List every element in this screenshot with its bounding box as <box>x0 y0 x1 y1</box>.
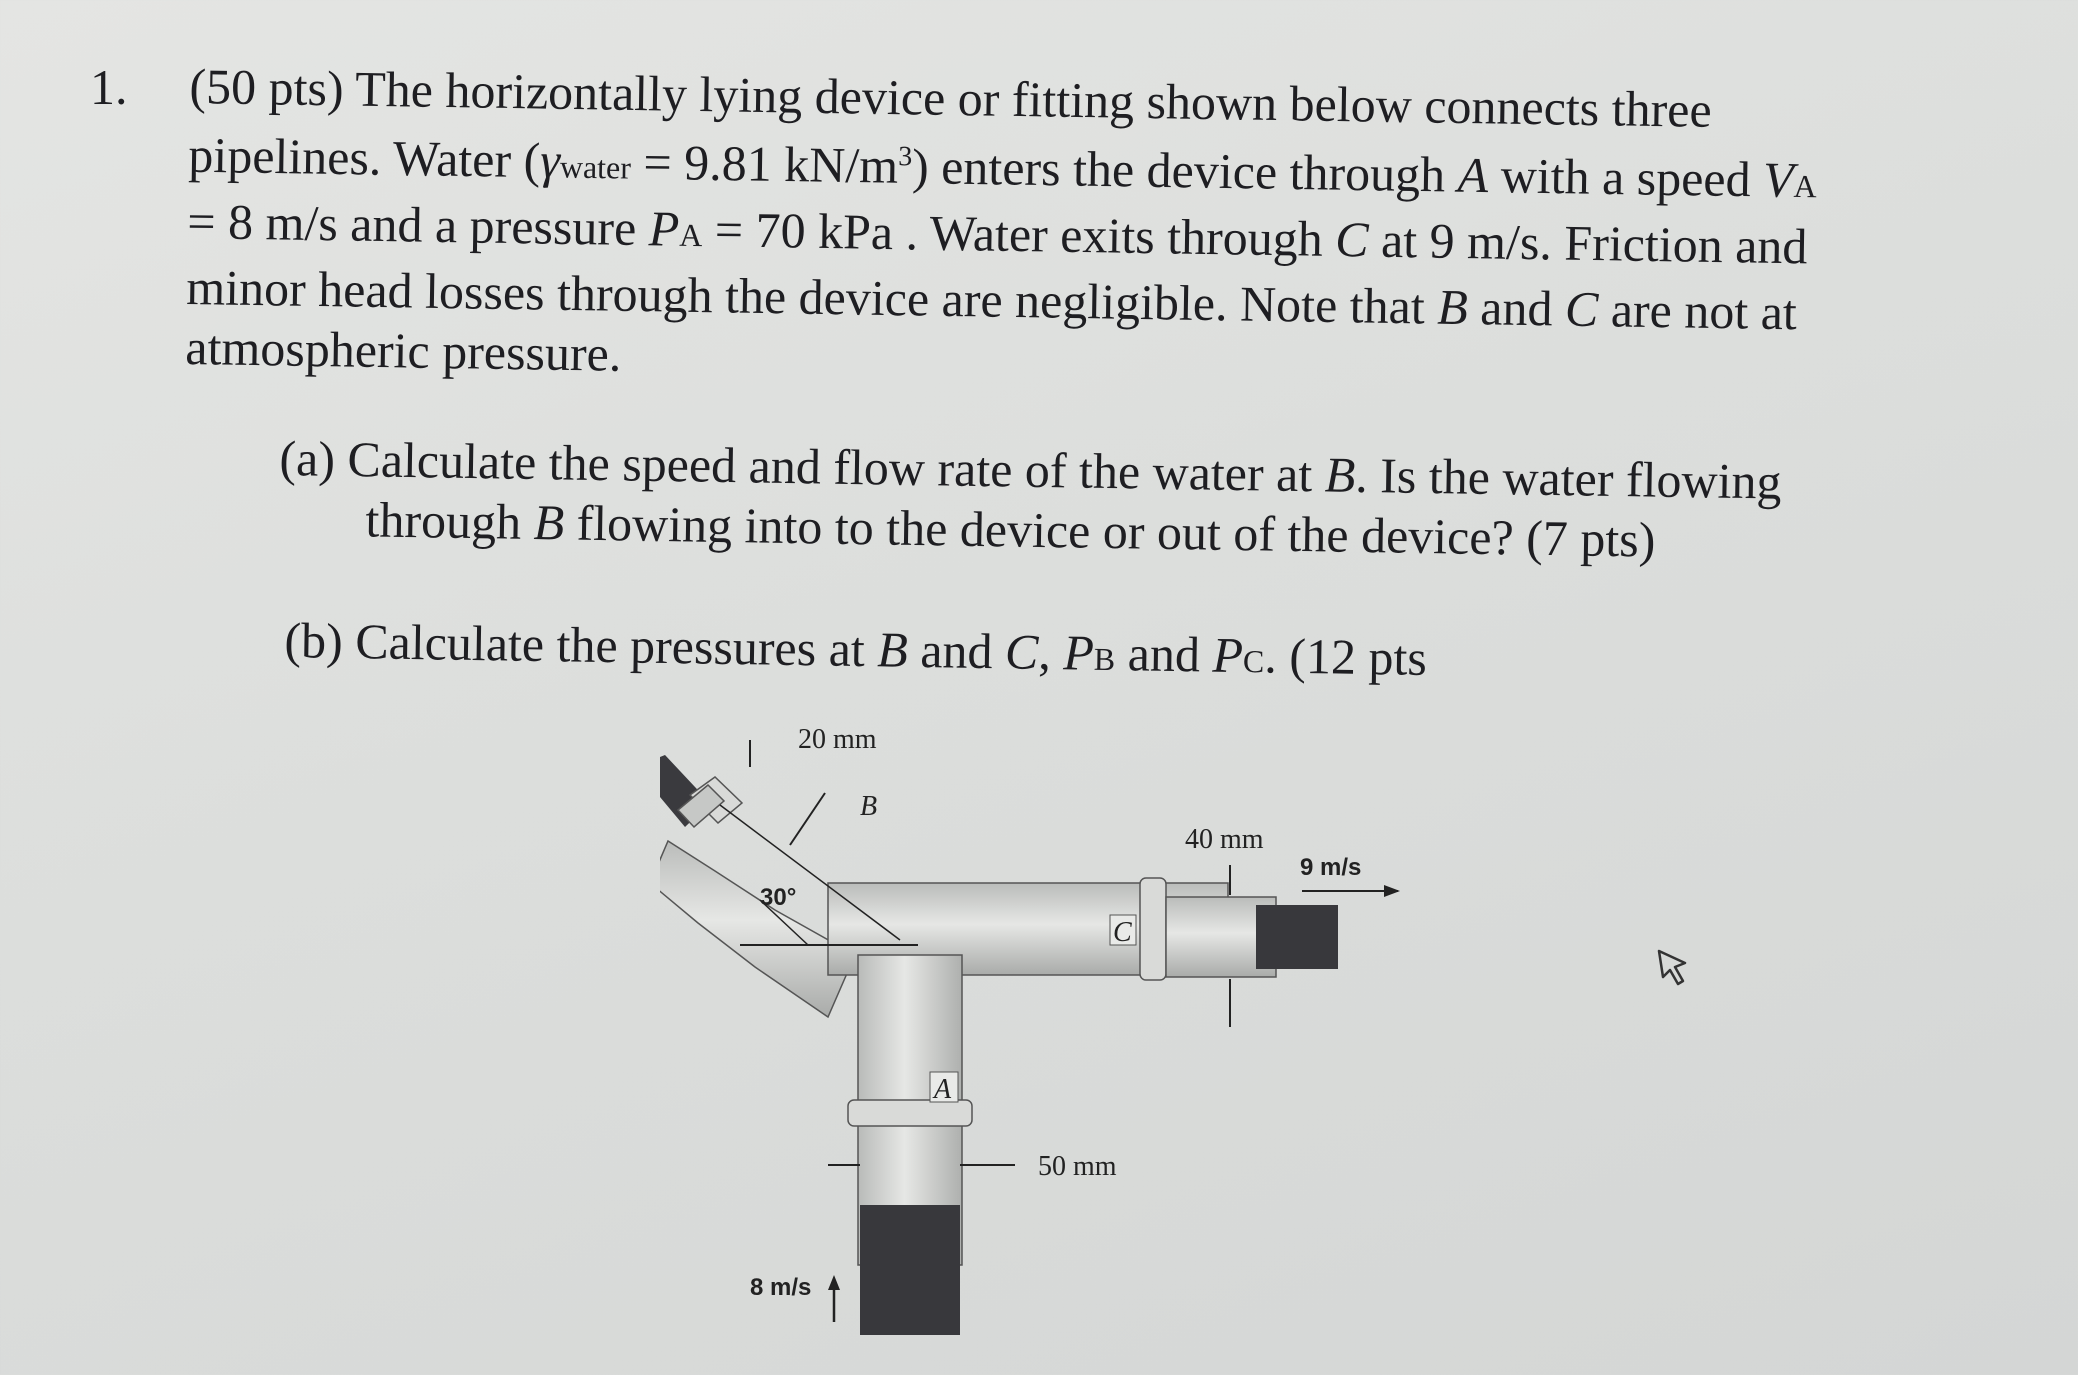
problem-statement <box>185 56 2078 407</box>
var-p: P <box>648 199 680 257</box>
dim-c-label: 40 mm <box>1185 824 1264 855</box>
part-b-text: and <box>907 621 1006 680</box>
arrow-a-head <box>828 1275 840 1290</box>
statement-text: pipelines. Water ( <box>188 126 541 189</box>
var-a: A <box>1457 146 1489 204</box>
pipe-fitting-drawing <box>660 715 1430 1335</box>
gamma-subscript: water <box>559 148 632 186</box>
var-v-subscript: A <box>1793 167 1817 205</box>
dim-b-label: 20 mm <box>798 724 877 755</box>
part-b-text: . (12 pts <box>1263 627 1428 686</box>
var-c: C <box>1334 210 1370 268</box>
statement-text: with a speed <box>1487 147 1764 208</box>
angle-label: 30° <box>760 884 797 911</box>
statement-text: = 8 m/s and a pressure <box>186 192 650 256</box>
dim-a-label: 50 mm <box>1038 1151 1117 1182</box>
statement-text: = 70 kPa . Water exits through <box>702 200 1336 267</box>
part-a-text: Calculate the speed and flow rate of the water at <box>334 430 1326 503</box>
statement-text: minor head losses through the device are negligible. Note that <box>185 258 1438 335</box>
coupling-c <box>1140 878 1166 980</box>
statement-text: at 9 m/s. Friction and <box>1368 211 1808 275</box>
part-b <box>284 610 1427 694</box>
part-a-label: (a) <box>279 429 336 487</box>
statement-text: = 9.81 kN/m <box>630 133 899 194</box>
part-b-label: (b) <box>284 611 344 669</box>
var-b: B <box>533 493 565 551</box>
statement-text: are not at <box>1597 280 1798 340</box>
var-c: C <box>1004 623 1039 680</box>
speed-c-label: 9 m/s <box>1300 854 1362 881</box>
statement-text: ) enters the device through <box>911 138 1459 203</box>
part-a-text: through <box>365 491 535 550</box>
pipe-fitting-figure <box>660 715 1430 1335</box>
var-p-subscript: C <box>1242 643 1265 680</box>
branch-b-pipe <box>660 841 855 1017</box>
arrow-c-head <box>1384 885 1400 897</box>
var-p: P <box>1212 626 1244 684</box>
label-a: A <box>934 1074 952 1105</box>
var-b: B <box>1436 278 1469 335</box>
statement-text: atmospheric pressure. <box>184 318 622 382</box>
gamma-symbol: γ <box>539 132 561 189</box>
part-a <box>278 428 1782 572</box>
outlet-c-end <box>1256 905 1338 969</box>
dim-line-b-2 <box>790 793 825 845</box>
var-p: P <box>1062 624 1095 681</box>
var-b: B <box>1324 446 1356 503</box>
var-c: C <box>1564 280 1599 337</box>
statement-text: (50 pts) The horizontally lying device or fitting shown below connects three <box>189 57 1713 138</box>
label-b: B <box>860 791 878 822</box>
inlet-a-end <box>860 1205 960 1335</box>
part-a-text: flowing into to the device or out of the device? (7 pts) <box>563 494 1656 568</box>
var-p-subscript: A <box>678 216 703 253</box>
superscript: 3 <box>898 141 913 173</box>
part-b-text: Calculate the pressures at <box>342 612 878 678</box>
part-b-text: and <box>1114 625 1213 683</box>
mouse-pointer-icon <box>1655 945 1695 989</box>
var-p-subscript: B <box>1093 640 1116 678</box>
statement-text: and <box>1467 278 1566 337</box>
label-c: C <box>1113 917 1132 948</box>
problem-number: 1. <box>90 59 128 115</box>
var-b: B <box>876 621 909 678</box>
speed-a-label: 8 m/s <box>750 1274 812 1301</box>
part-b-text: , <box>1037 623 1064 681</box>
part-a-text: . Is the water flowing <box>1354 446 1782 510</box>
coupling-a <box>848 1100 972 1126</box>
var-v: V <box>1762 151 1795 208</box>
